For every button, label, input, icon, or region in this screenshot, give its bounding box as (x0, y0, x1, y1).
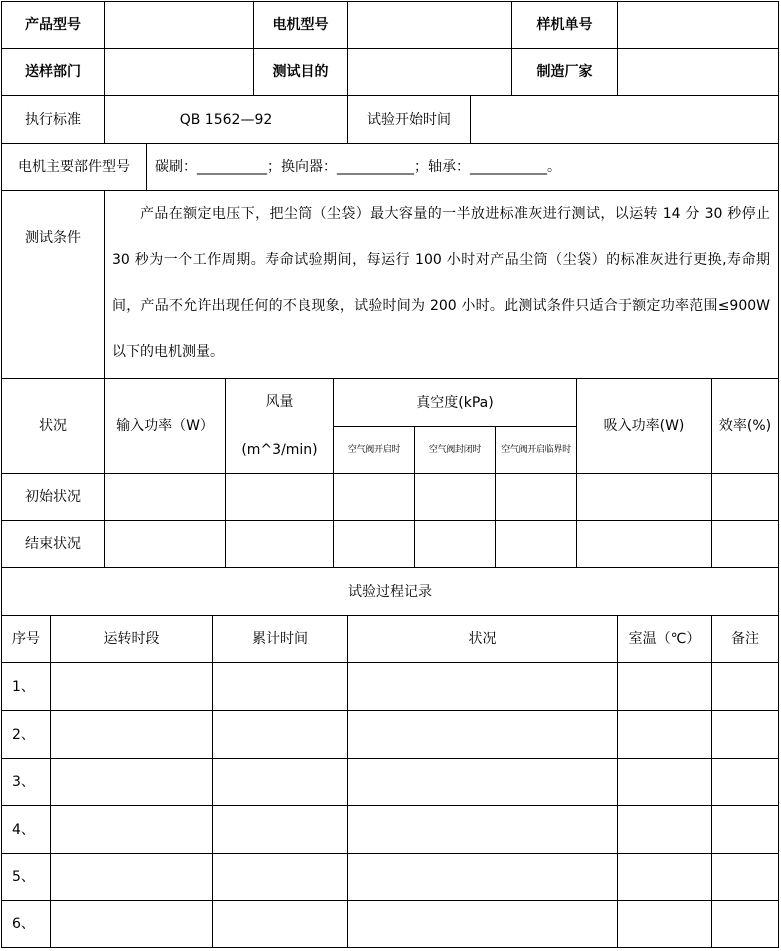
rule (1, 520, 779, 521)
rule (1, 805, 779, 806)
rule (1, 947, 779, 948)
motor-model-label: 电机型号 (272, 17, 329, 33)
rule (1, 473, 779, 474)
standard-label: 执行标准 (25, 111, 81, 128)
airflow-unit: (m^3/min) (241, 442, 318, 458)
col-period-header: 运转时段 (103, 631, 160, 647)
valve-critical-header: 空气阀开启临界时 (501, 445, 571, 455)
airflow-header: 风量 (265, 394, 294, 410)
rule (711, 615, 712, 948)
log-row-no: 3、 (12, 774, 35, 790)
rule (347, 615, 348, 948)
rule (1, 758, 779, 759)
manufacturer-field[interactable] (618, 49, 778, 95)
log-row-no: 1、 (12, 678, 35, 695)
col-remark-header: 备注 (731, 631, 759, 647)
suction-power-header: 吸入功率(W) (603, 418, 685, 434)
col-status-header: 状况 (468, 631, 497, 647)
dept-label: 送样部门 (25, 64, 81, 80)
log-row-no: 5、 (12, 869, 35, 885)
sample-no-field[interactable] (618, 2, 778, 48)
log-title: 试验过程记录 (348, 583, 432, 600)
rule (212, 615, 213, 948)
input-power-header: 输入功率（W） (116, 418, 214, 434)
rule (778, 1, 779, 948)
purpose-field[interactable] (348, 49, 511, 95)
rule (617, 615, 618, 948)
rule (1, 662, 779, 663)
standard-value: QB 1562—92 (179, 111, 273, 128)
col-no-header: 序号 (12, 631, 40, 647)
motor-model-field[interactable] (348, 2, 511, 48)
efficiency-header: 效率(%) (718, 418, 772, 434)
product-model-label: 产品型号 (25, 17, 81, 33)
log-row-no: 2、 (12, 726, 35, 743)
rule (1, 900, 779, 901)
conditions-label: 测试条件 (25, 230, 81, 246)
valve-open-header: 空气阀开启时 (347, 445, 401, 455)
rule (104, 190, 105, 378)
final-status-label: 结束状况 (25, 536, 81, 552)
col-cumulative-header: 累计时间 (252, 631, 308, 647)
purpose-label: 测试目的 (272, 64, 329, 80)
vacuum-header: 真空度(kPa) (416, 394, 494, 411)
parts-label: 电机主要部件型号 (18, 159, 130, 175)
valve-closed-header: 空气阀封闭时 (428, 445, 482, 455)
start-time-label: 试验开始时间 (367, 111, 451, 128)
rule (1, 710, 779, 711)
sample-no-label: 样机单号 (536, 17, 593, 33)
log-row-no: 6、 (12, 916, 35, 932)
initial-status-label: 初始状况 (25, 489, 81, 505)
rule (50, 615, 51, 948)
status-header: 状况 (39, 418, 67, 434)
rule (1, 853, 779, 854)
log-row-no: 4、 (12, 821, 35, 838)
dept-field[interactable] (105, 49, 253, 95)
parts-value: 碳刷：__________；换向器：___________；轴承：___________。 (155, 159, 561, 175)
conditions-text: 产品在额定电压下，把尘筒（尘袋）最大容量的一半放进标准灰进行测试，以运转 14 分 30 秒停止 30 秒为一个工作周期。寿命试验期间，每运行 100 小时对产品尘筒（尘袋）的标准灰进行更换,寿命期间，产品不允许出现任何的不良现象，试验时间为 200 小时。此测试条件只适合于额定功率范围≤900W 以下的电机测量。 (112, 206, 770, 360)
col-temp-header: 室温（℃） (628, 631, 701, 647)
start-time-field[interactable] (471, 96, 778, 143)
product-model-field[interactable] (105, 2, 253, 48)
manufacturer-label: 制造厂家 (536, 64, 593, 80)
